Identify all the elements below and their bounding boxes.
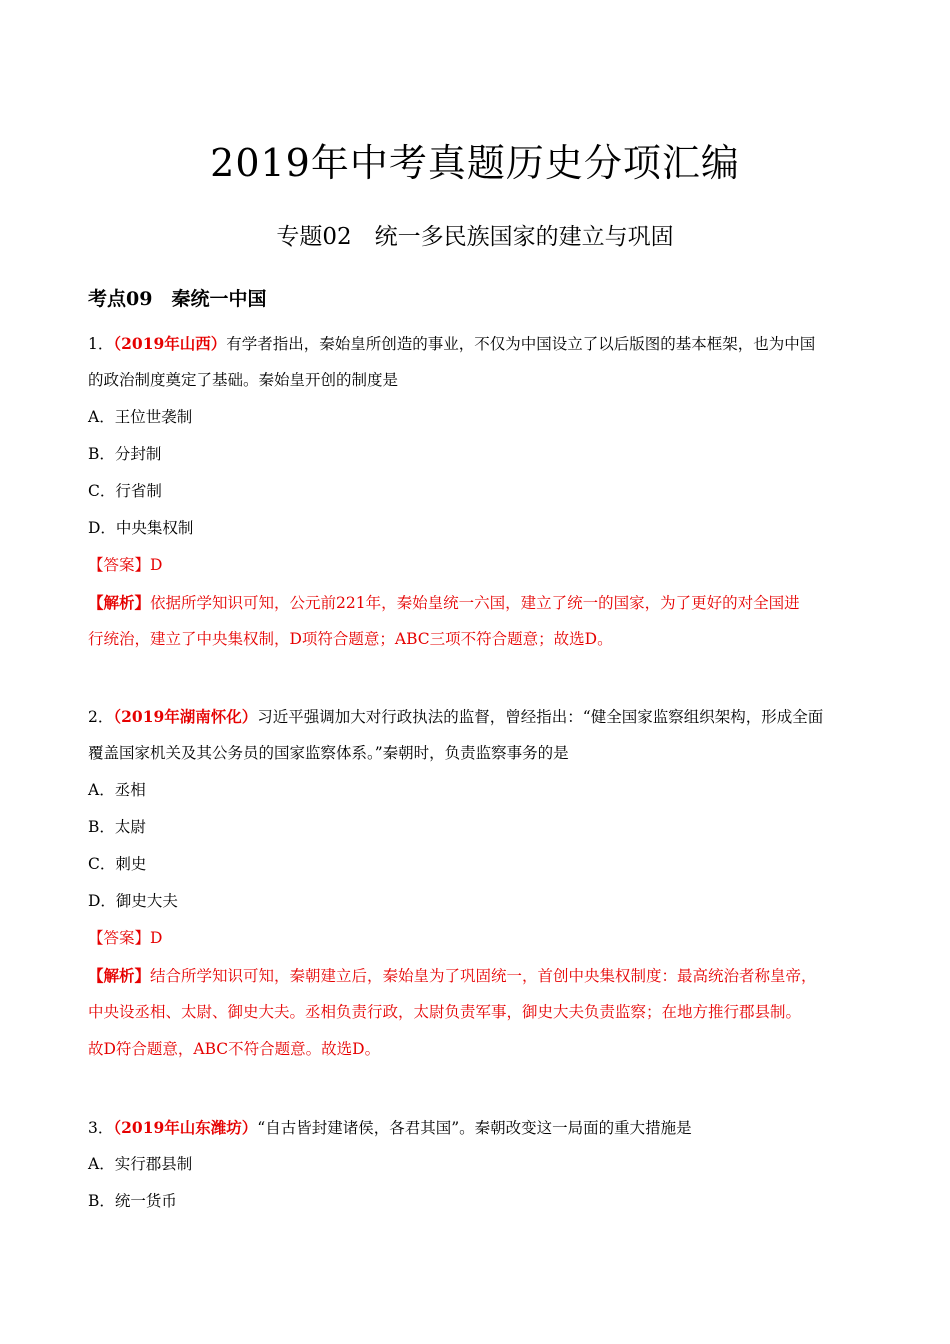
answer-value: D [150, 556, 163, 574]
question-number: 1． [88, 335, 114, 353]
option-b: B．分封制 [88, 445, 162, 463]
question-source: （2019年湖南怀化） [113, 707, 258, 726]
analysis-line [88, 584, 868, 621]
option-a: A．丞相 [88, 781, 146, 799]
section-heading: 考点09 秦统一中国 [88, 288, 267, 310]
analysis-line [88, 957, 868, 994]
analysis-text: 故D符合题意，ABC不符合题意。故选D。 [88, 1040, 381, 1058]
option-d: D．中央集权制 [88, 519, 194, 537]
option-a: A．实行郡县制 [88, 1155, 193, 1173]
option-a: A．王位世袭制 [88, 408, 193, 426]
analysis-text: 依据所学知识可知，公元前221年，秦始皇统一六国，建立了统一的国家，为了更好的对全国进 [150, 594, 800, 612]
analysis-text: 行统治，建立了中央集权制，D项符合题意；ABC三项不符合题意；故选D。 [88, 630, 613, 648]
question-stem [88, 1109, 868, 1146]
question-text: 的政治制度奠定了基础。秦始皇开创的制度是 [88, 371, 399, 389]
question-source: （2019年山东潍坊） [113, 1118, 258, 1137]
analysis-label: 【解析】 [88, 966, 151, 985]
question-2 [88, 698, 868, 1068]
analysis-label: 【解析】 [88, 593, 151, 612]
document-title: 2019年中考真题历史分项汇编 [210, 141, 740, 185]
option-c: C．刺史 [88, 855, 147, 873]
answer-label: 【答案】 [88, 929, 151, 947]
question-3 [88, 1109, 868, 1220]
question-text: 覆盖国家机关及其公务员的国家监察体系。”秦朝时，负责监察事务的是 [88, 744, 569, 762]
question-text: 习近平强调加大对行政执法的监督，曾经指出：“健全国家监察组织架构，形成全面 [257, 708, 824, 726]
question-text: “自古皆封建诸侯，各君其国”。秦朝改变这一局面的重大措施是 [257, 1119, 692, 1137]
question-number: 2． [88, 708, 114, 726]
question-source: （2019年山西） [113, 334, 227, 353]
question-stem [88, 325, 868, 362]
analysis-text: 结合所学知识可知，秦朝建立后，秦始皇为了巩固统一，首创中央集权制度：最高统治者称皇帝， [150, 967, 817, 985]
answer-line [88, 920, 868, 957]
question-1 [88, 325, 868, 658]
question-number: 3． [88, 1119, 114, 1137]
answer-value: D [150, 929, 163, 947]
option-c: C．行省制 [88, 482, 162, 500]
topic-subtitle: 专题02 统一多民族国家的建立与巩固 [276, 224, 674, 250]
option-d: D．御史大夫 [88, 892, 178, 910]
question-text: 有学者指出，秦始皇所创造的事业，不仅为中国设立了以后版图的基本框架，也为中国 [226, 335, 816, 353]
question-stem [88, 698, 868, 735]
answer-label: 【答案】 [88, 556, 151, 574]
analysis-text: 中央设丞相、太尉、御史大夫。丞相负责行政，太尉负责军事，御史大夫负责监察；在地方推行郡县制。 [88, 1003, 802, 1021]
option-b: B．统一货币 [88, 1192, 177, 1210]
answer-line [88, 547, 868, 584]
option-b: B．太尉 [88, 818, 146, 836]
